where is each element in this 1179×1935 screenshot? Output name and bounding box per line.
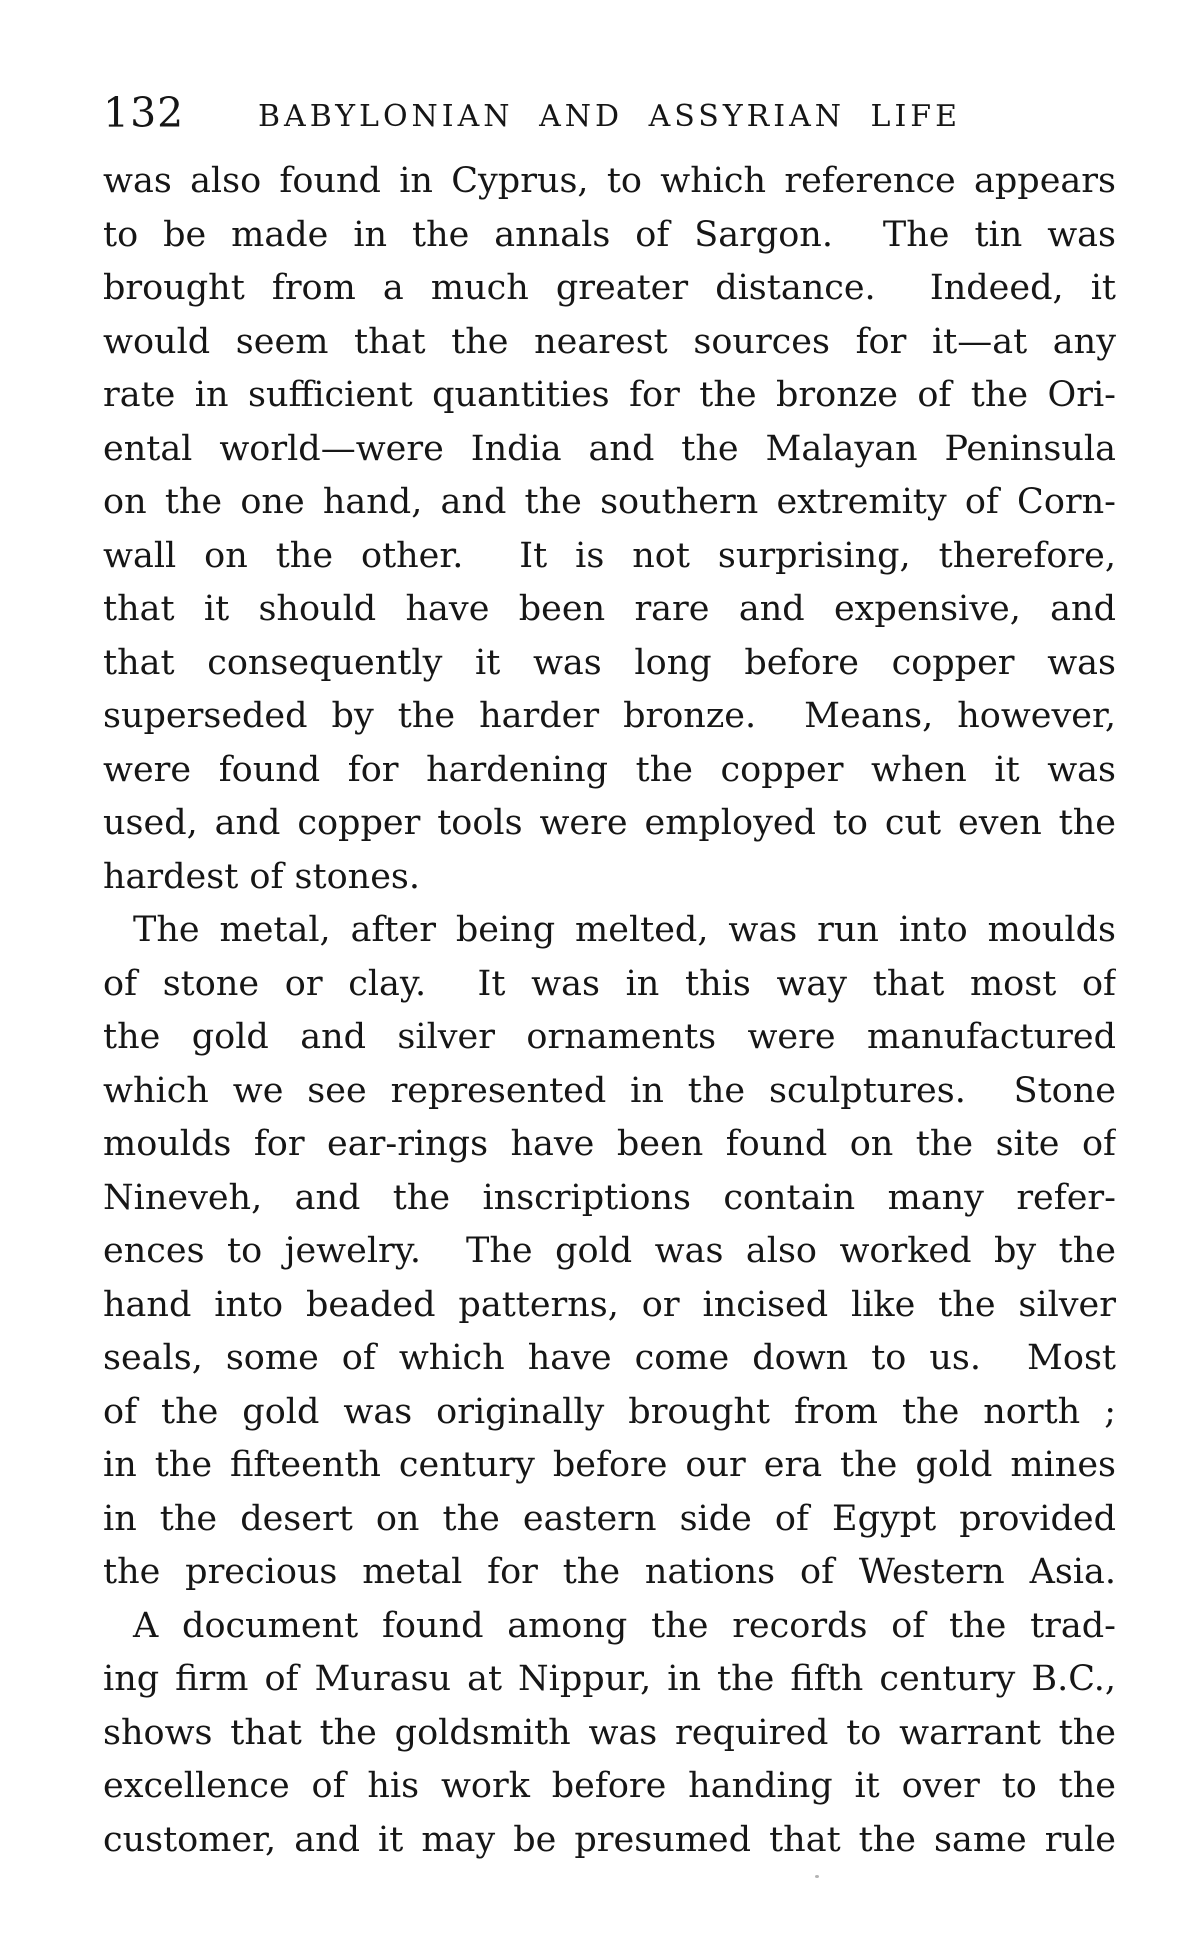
text-line: would seem that the nearest sources for it—at any (103, 321, 1116, 362)
text-line: in the fifteenth century before our era the gold mines (103, 1445, 1116, 1485)
paragraph (103, 904, 1116, 1600)
text-line: used, and copper tools were employed to cut even the (103, 803, 1116, 843)
text-line: shows that the goldsmith was required to warrant the (103, 1712, 1116, 1753)
running-header-title: BABYLONIAN AND ASSYRIAN LIFE (257, 99, 962, 134)
text-line: brought from a much greater distance. Indeed, it (103, 268, 1116, 308)
text-line: of the gold was originally brought from the north ; (103, 1391, 1116, 1432)
text-line: the precious metal for the nations of Western Asia. (103, 1552, 1116, 1592)
text-line: ing firm of Murasu at Nippur, in the fifth century B.C., (103, 1659, 1116, 1699)
text-line: that it should have been rare and expensive, and (103, 589, 1116, 629)
text-line: customer, and it may be presumed that the same rule (103, 1819, 1116, 1860)
text-line: superseded by the harder bronze. Means, however, (103, 696, 1116, 736)
text-line: wall on the other. It is not surprising, therefore, (103, 535, 1116, 576)
text-line: Nineveh, and the inscriptions contain many refer- (103, 1177, 1116, 1218)
text-line: of stone or clay. It was in this way that most of (103, 963, 1116, 1004)
text-line: ences to jewelry. The gold was also worked by the (103, 1231, 1116, 1271)
scan-artifact-speck (815, 1875, 819, 1878)
text-line: seals, some of which have come down to us. Most (103, 1338, 1116, 1378)
text-line: hand into beaded patterns, or incised like the silver (103, 1284, 1116, 1325)
running-header (103, 84, 1116, 136)
paragraph (103, 155, 1116, 904)
text-line: A document found among the records of the trad- (133, 1605, 1116, 1646)
text-line: in the desert on the eastern side of Egypt provided (103, 1498, 1116, 1539)
text-line: to be made in the annals of Sargon. The tin was (103, 214, 1116, 255)
text-line: that consequently it was long before copper was (103, 642, 1116, 683)
text-line: was also found in Cyprus, to which reference appears (103, 161, 1116, 201)
page-number: 132 (103, 89, 185, 137)
text-line: excellence of his work before handing it over to the (103, 1766, 1116, 1806)
text-line: hardest of stones. (103, 856, 420, 897)
text-line: The metal, after being melted, was run into moulds (133, 910, 1116, 950)
paragraph (103, 1600, 1116, 1868)
text-line: were found for hardening the copper when it was (103, 749, 1116, 790)
text-line: moulds for ear-rings have been found on the site of (103, 1124, 1116, 1164)
text-line: ental world—were India and the Malayan Peninsula (103, 428, 1116, 469)
text-line: rate in sufficient quantities for the bronze of the Ori- (103, 375, 1116, 415)
text-line: the gold and silver ornaments were manufactured (103, 1017, 1116, 1057)
text-line: on the one hand, and the southern extremity of Corn- (103, 482, 1116, 522)
page-body (103, 155, 1116, 1867)
text-line: which we see represented in the sculptures. Stone (103, 1070, 1116, 1111)
